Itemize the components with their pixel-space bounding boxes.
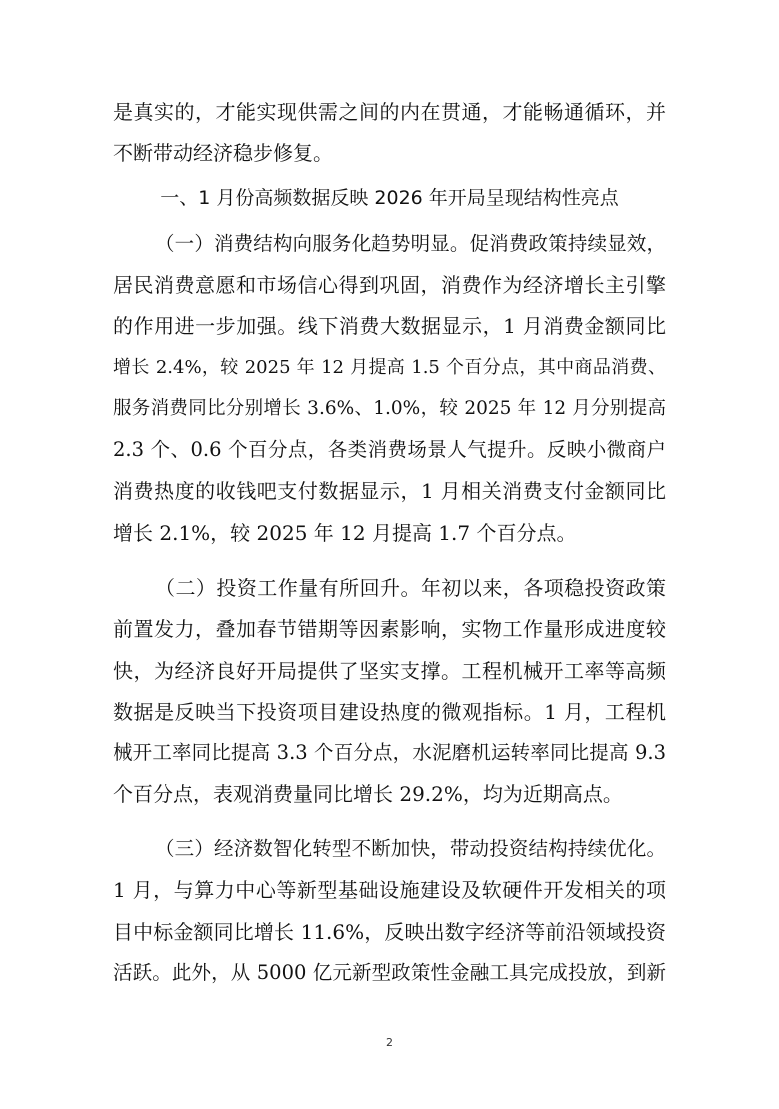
subsection-1-line: 居民消费意愿和市场信心得到巩固，消费作为经济增长主引擎 [113, 273, 666, 297]
subsection-2-line: 械开工率同比提高 3.3 个百分点，水泥磨机运转率同比提高 9.3 [113, 741, 666, 764]
section-heading: 一、1 月份高频数据反映 2026 年开局呈现结构性亮点 [160, 187, 619, 209]
subsection-3-line: 1 月，与算力中心等新型基础设施建设及软硬件开发相关的项 [113, 878, 666, 902]
subsection-2-line: （二）投资工作量有所回升。年初以来，各项稳投资政策 [155, 576, 666, 600]
subsection-2-line: 快，为经济良好开局提供了坚实支撑。工程机械开工率等高频 [113, 659, 666, 683]
body-text-line: 不断带动经济稳步修复。 [113, 141, 333, 165]
subsection-1-line: 消费热度的收钱吧支付数据显示，1 月相关消费支付金额同比 [113, 479, 666, 503]
subsection-3-line: （三）经济数智化转型不断加快，带动投资结构持续优化。 [155, 837, 666, 860]
subsection-1-line: （一）消费结构向服务化趋势明显。促消费政策持续显效， [155, 232, 666, 255]
subsection-2-line: 前置发力，叠加春节错期等因素影响，实物工作量形成进度较 [113, 617, 666, 641]
subsection-1-line: 增长 2.4%，较 2025 年 12 月提高 1.5 个百分点，其中商品消费、 [113, 357, 666, 378]
subsection-1-line: 2.3 个、0.6 个百分点，各类消费场景人气提升。反映小微商户 [113, 438, 666, 461]
subsection-3-line: 目中标金额同比增长 11.6%，反映出数字经济等前沿领域投资 [113, 920, 666, 944]
subsection-1-line: 服务消费同比分别增长 3.6%、1.0%，较 2025 年 12 月分别提高 [113, 398, 666, 419]
subsection-1-line: 增长 2.1%，较 2025 年 12 月提高 1.7 个百分点。 [113, 521, 577, 545]
subsection-2-line: 数据是反映当下投资项目建设热度的微观指标。1 月，工程机 [113, 700, 666, 724]
subsection-2-line: 个百分点，表观消费量同比增长 29.2%，均为近期高点。 [113, 782, 623, 806]
subsection-3-line: 活跃。此外，从 5000 亿元新型政策性金融工具完成投放，到新 [113, 961, 666, 984]
body-text-line: 是真实的，才能实现供需之间的内在贯通，才能畅通循环，并 [113, 100, 666, 124]
subsection-1-line: 的作用进一步加强。线下消费大数据显示，1 月消费金额同比 [113, 314, 666, 338]
page-number: 2 [386, 1036, 393, 1049]
